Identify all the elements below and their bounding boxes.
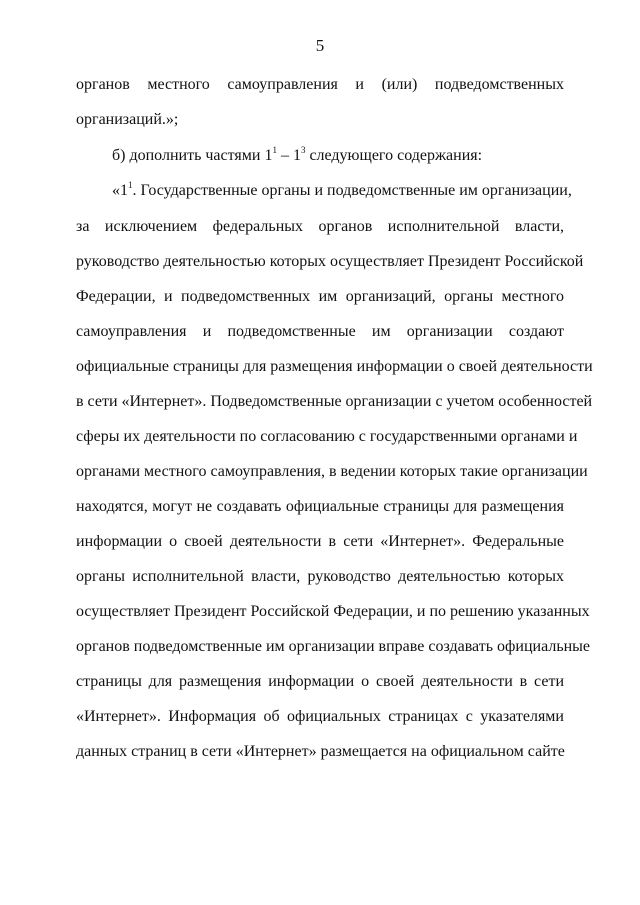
superscript: 1 [272, 144, 277, 155]
text-segment: органов местного самоуправления и (или) подведомственных [76, 76, 564, 93]
text-segment: данных страниц в сети «Интернет» размещается на официальном сайте [76, 743, 565, 760]
text-segment: органами местного самоуправления, в ведении которых такие организации [76, 463, 588, 480]
text-line [76, 217, 564, 239]
text-segment: Федерации, и подведомственных им организаций, органы местного [76, 288, 564, 305]
text-segment: сферы их деятельности по согласованию с государственными органами и [76, 428, 578, 445]
text-line [76, 392, 593, 414]
text-line [76, 357, 593, 379]
text-line [76, 322, 564, 344]
text-segment: в сети «Интернет». Подведомственные организации с учетом особенностей [76, 393, 593, 410]
text-line [76, 602, 590, 624]
text-segment: следующего содержания: [305, 147, 483, 164]
text-line [76, 672, 564, 694]
text-line [76, 707, 564, 729]
superscript: 1 [128, 179, 133, 190]
text-line [76, 637, 591, 659]
text-line [76, 252, 584, 274]
text-segment: . Государственные органы и подведомственные им организации, [132, 182, 572, 199]
text-line [76, 287, 564, 309]
text-segment: организаций.»; [76, 111, 179, 128]
text-line [112, 146, 564, 168]
text-segment: официальные страницы для размещения информации о своей деятельности [76, 358, 593, 375]
text-line [76, 427, 578, 449]
text-segment: находятся, могут не создавать официальные страницы для размещения [76, 498, 564, 515]
text-segment: «1 [112, 182, 128, 199]
text-line [76, 462, 588, 484]
text-line [76, 567, 564, 589]
text-segment: за исключением федеральных органов исполнительной власти, [76, 218, 564, 235]
superscript: 3 [300, 144, 306, 155]
text-segment: – 1 [276, 147, 301, 164]
text-segment: страницы для размещения информации о своей деятельности в сети [76, 673, 564, 690]
text-line [76, 742, 564, 764]
text-segment: б) дополнить частями 1 [112, 147, 273, 164]
text-line [76, 532, 564, 554]
text-line [76, 75, 564, 97]
text-segment: руководство деятельностью которых осуществляет Президент Российской [76, 253, 584, 270]
text-line [76, 497, 564, 519]
text-segment: органы исполнительной власти, руководство деятельностью которых [76, 568, 564, 585]
text-segment: органов подведомственные им организации вправе создавать официальные [76, 638, 591, 655]
text-segment: самоуправления и подведомственные им организации создают [76, 323, 564, 340]
text-segment: осуществляет Президент Российской Федерации, и по решению указанных [76, 603, 590, 620]
text-line [112, 179, 572, 203]
text-segment: «Интернет». Информация об официальных страницах с указателями [76, 708, 564, 725]
text-line [76, 110, 564, 132]
text-segment: информации о своей деятельности в сети «Интернет». Федеральные [76, 533, 564, 550]
page-number: 5 [315, 36, 325, 55]
